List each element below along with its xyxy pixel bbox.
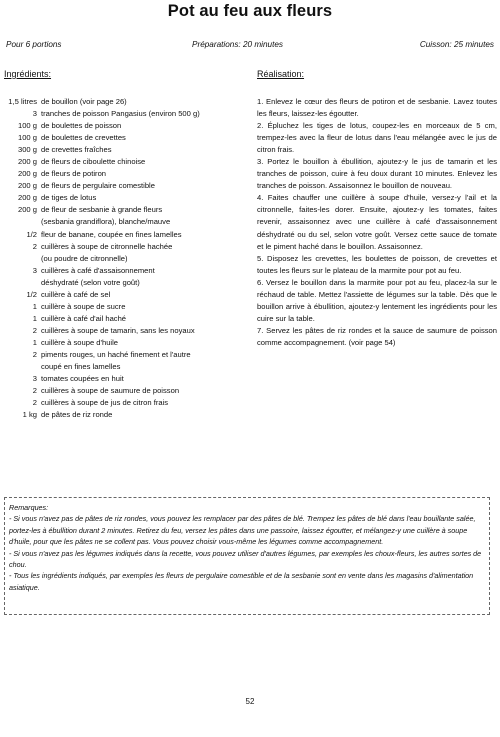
ingredient-text: de boulettes de crevettes bbox=[41, 133, 126, 143]
ingredient-quantity: 3 bbox=[32, 265, 37, 275]
ingredient-quantity: 200 g bbox=[17, 157, 37, 167]
ingredient-text: coupé en fines lamelles bbox=[41, 362, 121, 372]
ingredient-quantity: 2 bbox=[32, 398, 37, 408]
ingredient-text: cuillères à soupe de saumure de poisson bbox=[41, 386, 180, 396]
ingredient-row bbox=[0, 192, 250, 204]
ingredient-row bbox=[0, 144, 250, 156]
ingredient-text: de tiges de lotus bbox=[41, 193, 97, 203]
instruction-step: 6. Versez le bouillon dans la marmite pour pot au feu, placez-la sur le réchaud de table. Mettez l'assiette de légumes sur la table. Dès que le bouillon arrive à ébullition, ajoutez-y lentement les ingrédients pour les cuire sur la table. bbox=[257, 277, 497, 323]
ingredient-text: (ou poudre de citronnelle) bbox=[41, 253, 128, 263]
instruction-step: 7. Servez les pâtes de riz rondes et la sauce de saumure de poisson comme accompagnement. (voir page 54) bbox=[257, 325, 497, 347]
portions-text: Pour 6 portions bbox=[6, 40, 62, 49]
remark-item: - Si vous n'avez pas les légumes indiqués dans la recette, vous pouvez utiliser d'autres légumes, par exemples les choux-fleurs, les autres sortes de chou. bbox=[9, 548, 482, 570]
ingredient-row bbox=[0, 229, 250, 241]
instruction-step: 5. Disposez les crevettes, les boulettes de poisson, de crevettes et toutes les fleurs sur le plateau de la marmite pour pot au feu. bbox=[257, 253, 497, 275]
remarks-title: Remarques: bbox=[9, 503, 49, 512]
ingredient-row bbox=[0, 241, 250, 253]
ingredient-text: piments rouges, un haché finement et l'autre bbox=[41, 349, 191, 359]
ingredient-text: cuillères à soupe de jus de citron frais bbox=[41, 398, 169, 408]
ingredient-row bbox=[0, 204, 250, 216]
ingredient-row bbox=[0, 96, 250, 108]
ingredient-quantity: 1,5 litres bbox=[8, 97, 37, 106]
ingredient-row bbox=[0, 361, 250, 373]
ingredients-list bbox=[0, 96, 250, 421]
ingredient-quantity: 200 g bbox=[17, 205, 37, 215]
ingredient-text: fleur de banane, coupée en fines lamelles bbox=[41, 229, 182, 239]
ingredient-text: cuillère à soupe de sucre bbox=[41, 301, 126, 311]
ingredient-quantity: 1/2 bbox=[26, 289, 37, 299]
ingredient-row bbox=[0, 277, 250, 289]
ingredient-text: cuillères à café d'assaisonnement bbox=[41, 265, 155, 275]
ingredient-text: de fleur de sesbanie à grande fleurs bbox=[41, 205, 163, 215]
instruction-step: 2. Épluchez les tiges de lotus, coupez-les en morceaux de 5 cm, trempez-les avec la fleur de lotus dans l'eau mélangée avec le jus de citron frais. bbox=[257, 121, 497, 155]
ingredient-text: de pâtes de riz ronde bbox=[41, 410, 113, 420]
instructions-list bbox=[257, 96, 497, 349]
ingredient-text: tomates coupées en huit bbox=[41, 374, 124, 384]
ingredient-text: cuillères à soupe de citronnelle hachée bbox=[41, 241, 173, 251]
ingredient-quantity: 2 bbox=[32, 386, 37, 396]
ingredient-quantity: 2 bbox=[32, 241, 37, 251]
ingredient-quantity: 1 kg bbox=[22, 410, 37, 420]
preparation-time: Préparations: 20 minutes bbox=[192, 40, 284, 49]
ingredient-row bbox=[0, 216, 250, 228]
instruction-step: 1. Enlevez le cœur des fleurs de potiron et de sesbanie. Lavez toutes les fleurs, laissez-les égoutter. bbox=[257, 97, 497, 119]
ingredient-row bbox=[0, 397, 250, 409]
ingredient-row bbox=[0, 409, 250, 421]
ingredient-row bbox=[0, 108, 250, 120]
ingredient-row bbox=[0, 120, 250, 132]
realisation-heading: Réalisation: bbox=[257, 69, 305, 79]
ingredient-row bbox=[0, 265, 250, 277]
ingredient-text: de fleurs de pergulaire comestible bbox=[41, 181, 155, 191]
ingredients-heading: Ingrédients: bbox=[4, 69, 52, 79]
ingredient-text: (sesbania grandiflora), blanche/mauve bbox=[41, 217, 171, 227]
ingredient-quantity: 3 bbox=[32, 109, 37, 119]
ingredient-quantity: 1 bbox=[32, 301, 37, 311]
ingredient-row bbox=[0, 385, 250, 397]
remark-item: - Tous les ingrédients indiqués, par exemples les fleurs de pergulaire comestible et de la sesbanie sont en vente dans les magasins d'alimentation asiatique. bbox=[9, 571, 474, 592]
ingredient-quantity: 100 g bbox=[17, 133, 37, 143]
ingredient-quantity: 1 bbox=[32, 313, 37, 323]
ingredient-row bbox=[0, 132, 250, 144]
ingredient-row bbox=[0, 253, 250, 265]
ingredient-text: cuillère à café de sel bbox=[41, 289, 111, 299]
remark-item: - Si vous n'avez pas de pâtes de riz rondes, vous pouvez les remplacer par des pâtes de blé. Trempez les pâtes de blé dans l'eau bouillante salée, portez-les à ébullition durant 2 minutes. Retirez du feu, versez les pâtes dans une passoire, laissez égoutter, et mélangez-y une cuillère à soupe d'huile, pour que les pâtes ne se collent pas. Vous pouvez choisir vous-même les légumes comme accompagnement. bbox=[9, 514, 476, 547]
ingredient-quantity: 200 g bbox=[17, 169, 37, 179]
ingredient-row bbox=[0, 301, 250, 313]
ingredient-quantity: 1 bbox=[32, 337, 37, 347]
ingredient-row bbox=[0, 325, 250, 337]
ingredient-row bbox=[0, 313, 250, 325]
ingredient-text: tranches de poisson Pangasius (environ 500 g) bbox=[41, 109, 200, 119]
cooking-time: Cuisson: 25 minutes bbox=[419, 40, 494, 49]
ingredient-row bbox=[0, 289, 250, 301]
page-number: 52 bbox=[245, 697, 255, 706]
recipe-title: Pot au feu aux fleurs bbox=[167, 2, 333, 20]
remarks-box bbox=[4, 497, 490, 615]
ingredient-text: de fleurs de ciboulette chinoise bbox=[41, 157, 146, 167]
ingredient-text: cuillères à soupe de tamarin, sans les noyaux bbox=[41, 325, 195, 335]
ingredient-quantity: 100 g bbox=[17, 121, 37, 131]
ingredient-quantity: 2 bbox=[32, 349, 37, 359]
ingredient-row bbox=[0, 156, 250, 168]
ingredient-quantity: 2 bbox=[32, 325, 37, 335]
ingredient-quantity: 200 g bbox=[17, 181, 37, 191]
ingredient-text: de fleurs de potiron bbox=[41, 169, 107, 179]
ingredient-row bbox=[0, 373, 250, 385]
ingredient-text: de bouillon (voir page 26) bbox=[41, 97, 127, 106]
ingredient-quantity: 3 bbox=[32, 374, 37, 384]
ingredient-row bbox=[0, 349, 250, 361]
instruction-step: 3. Portez le bouillon à ébullition, ajoutez-y le jus de tamarin et les tranches de poisson, cuire à feu doux durant 10 minutes. Enlevez les tranches de poisson. Assaisonnez le bouillon de nouveau. bbox=[257, 157, 497, 191]
ingredient-quantity: 200 g bbox=[17, 193, 37, 203]
ingredient-text: cuillère à soupe d'huile bbox=[41, 337, 119, 347]
ingredient-text: de crevettes fraîches bbox=[41, 145, 112, 155]
recipe-meta bbox=[6, 40, 494, 52]
ingredient-row bbox=[0, 337, 250, 349]
ingredient-quantity: 300 g bbox=[17, 145, 37, 155]
ingredient-row bbox=[0, 168, 250, 180]
ingredient-quantity: 1/2 bbox=[26, 229, 37, 239]
instruction-step: 4. Faites chauffer une cuillère à soupe d'huile, versez-y l'ail et la citronnelle, faites-les dorer. Ensuite, ajoutez-y les tomates, faites revenir, assaisonnez avec une cuillère à café d'assaisonnement déshydraté ou du sel, selon votre goût. Versez cette sauce de tomate et le piment haché dans le bouillon. Assaisonnez. bbox=[257, 193, 497, 251]
ingredient-text: déshydraté (selon votre goût) bbox=[41, 277, 140, 287]
ingredient-text: de boulettes de poisson bbox=[41, 121, 122, 131]
ingredient-row bbox=[0, 180, 250, 192]
ingredient-text: cuillère à café d'ail haché bbox=[41, 313, 127, 323]
